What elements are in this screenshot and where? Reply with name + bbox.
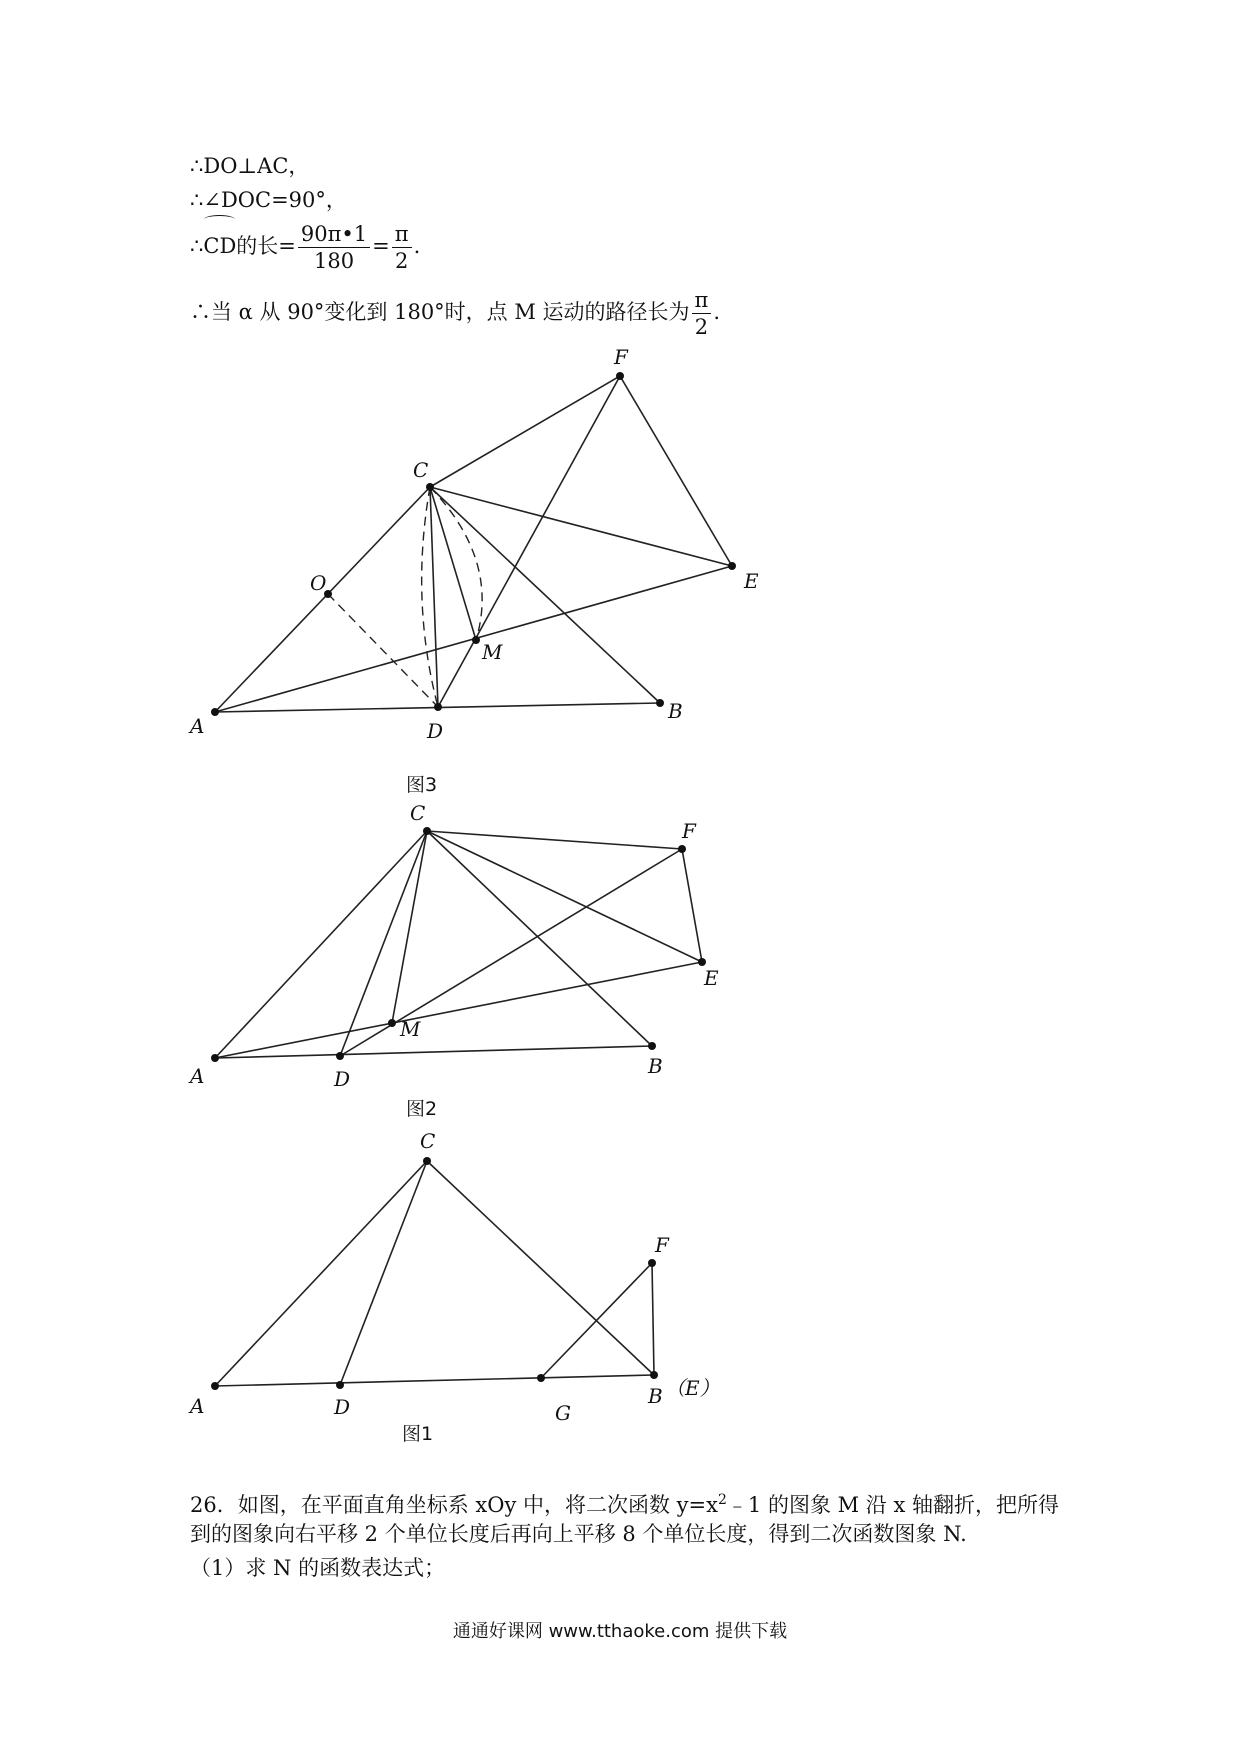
label-f: F — [614, 345, 628, 369]
label-c: C — [413, 458, 429, 482]
segment-fb — [652, 1263, 654, 1375]
segment-cb — [430, 487, 660, 703]
problem-26-line-3: （1）求 N 的函数表达式； — [190, 1556, 446, 1580]
segment-cm — [392, 831, 427, 1023]
label-c: C — [410, 801, 426, 825]
fraction-arc-formula — [298, 221, 370, 274]
point-f — [648, 1259, 656, 1267]
fraction-denominator: 180 — [313, 249, 355, 273]
point-c — [426, 483, 434, 491]
therefore-symbol: ∴ — [190, 234, 204, 258]
label-f: F — [655, 1233, 669, 1257]
point-e — [698, 958, 706, 966]
segment-cm — [430, 487, 476, 640]
point-b — [656, 699, 664, 707]
figure-2 — [180, 800, 740, 1130]
segment-ae — [215, 962, 702, 1058]
problem-26-text-a: 26．如图，在平面直角坐标系 xOy 中，将二次函数 y=x — [190, 1493, 718, 1517]
arc-cd-dashed — [422, 487, 438, 707]
segment-cb — [427, 831, 652, 1046]
segment-cb — [427, 1161, 654, 1375]
label-b: B — [668, 699, 683, 723]
point-m — [388, 1019, 396, 1027]
figure-1 — [180, 1120, 740, 1450]
fraction-numerator: π — [692, 287, 712, 314]
segment-cf — [430, 376, 620, 487]
segment-ac — [215, 1161, 427, 1386]
point-c — [423, 827, 431, 835]
period: . — [713, 300, 721, 324]
segment-ab — [215, 1375, 654, 1386]
proof-line-2: ∴∠DOC=90°， — [190, 188, 347, 212]
label-e: （E） — [665, 1376, 720, 1400]
point-d — [434, 703, 442, 711]
fraction-pi-over-2 — [692, 287, 712, 340]
label-m: M — [482, 640, 503, 664]
label-m: M — [400, 1017, 421, 1041]
label-c: C — [420, 1129, 436, 1153]
label-e: E — [704, 966, 719, 990]
segment-cd — [340, 1161, 427, 1385]
length-label: 的长= — [236, 234, 296, 258]
label-d: D — [334, 1067, 351, 1091]
point-e — [728, 562, 736, 570]
figure-1-caption: 图1 — [402, 1423, 434, 1445]
label-a: A — [190, 714, 205, 738]
point-b — [648, 1042, 656, 1050]
segment-fe — [620, 376, 732, 566]
label-e: E — [744, 569, 759, 593]
figure-3 — [180, 345, 759, 800]
label-a: A — [190, 1394, 205, 1418]
segment-cf — [427, 831, 682, 849]
fraction-denominator: 2 — [694, 315, 709, 339]
point-a — [211, 1054, 219, 1062]
problem-26-line-2: 到的图象向右平移 2 个单位长度后再向上平移 8 个单位长度，得到二次函数图象 N. — [190, 1522, 967, 1546]
arc-cm-dashed — [430, 487, 482, 640]
proof-line-1: ∴DO⊥AC， — [190, 154, 310, 178]
page-footer: 通通好课网 www.tthaoke.com 提供下载 — [452, 1621, 788, 1642]
conclusion-text: ∴当 α 从 90°变化到 180°时，点 M 运动的路径长为 — [190, 300, 690, 324]
segment-ab — [215, 1046, 652, 1058]
point-a — [211, 1382, 219, 1390]
segment-fe — [682, 849, 702, 962]
point-d — [336, 1381, 344, 1389]
fraction-pi-over-2 — [392, 221, 412, 274]
label-a: A — [190, 1064, 205, 1088]
point-m — [472, 636, 480, 644]
fraction-numerator: π — [392, 221, 412, 248]
arc-cd: CD — [203, 218, 236, 274]
segment-ce — [430, 487, 732, 566]
proof-line-4 — [190, 282, 720, 342]
fraction-numerator: 90π•1 — [298, 221, 370, 248]
label-o: O — [310, 571, 327, 595]
label-d: D — [334, 1395, 351, 1419]
label-b: B — [648, 1384, 663, 1408]
point-g — [537, 1374, 545, 1382]
point-a — [211, 708, 219, 716]
proof-line-3 — [190, 218, 420, 274]
segment-ac — [215, 487, 430, 712]
equals-sign: = — [372, 234, 390, 258]
figure-2-caption: 图2 — [406, 1098, 438, 1120]
segment-df — [438, 376, 620, 707]
label-g: G — [555, 1401, 571, 1425]
point-b — [650, 1371, 658, 1379]
point-c — [423, 1157, 431, 1165]
period: . — [413, 234, 421, 258]
label-b: B — [648, 1054, 663, 1078]
segment-od-dashed — [328, 594, 438, 707]
segment-ce — [427, 831, 702, 962]
exponent: 2 — [717, 1492, 727, 1508]
problem-26-text-b: ﹣1 的图象 M 沿 x 轴翻折，把所得 — [726, 1493, 1059, 1517]
point-f — [616, 372, 624, 380]
segment-gf — [541, 1263, 652, 1378]
fraction-denominator: 2 — [395, 249, 409, 273]
point-d — [336, 1052, 344, 1060]
figure-3-caption: 图3 — [406, 774, 438, 796]
point-f — [678, 845, 686, 853]
label-d: D — [427, 719, 444, 743]
label-f: F — [682, 819, 696, 843]
